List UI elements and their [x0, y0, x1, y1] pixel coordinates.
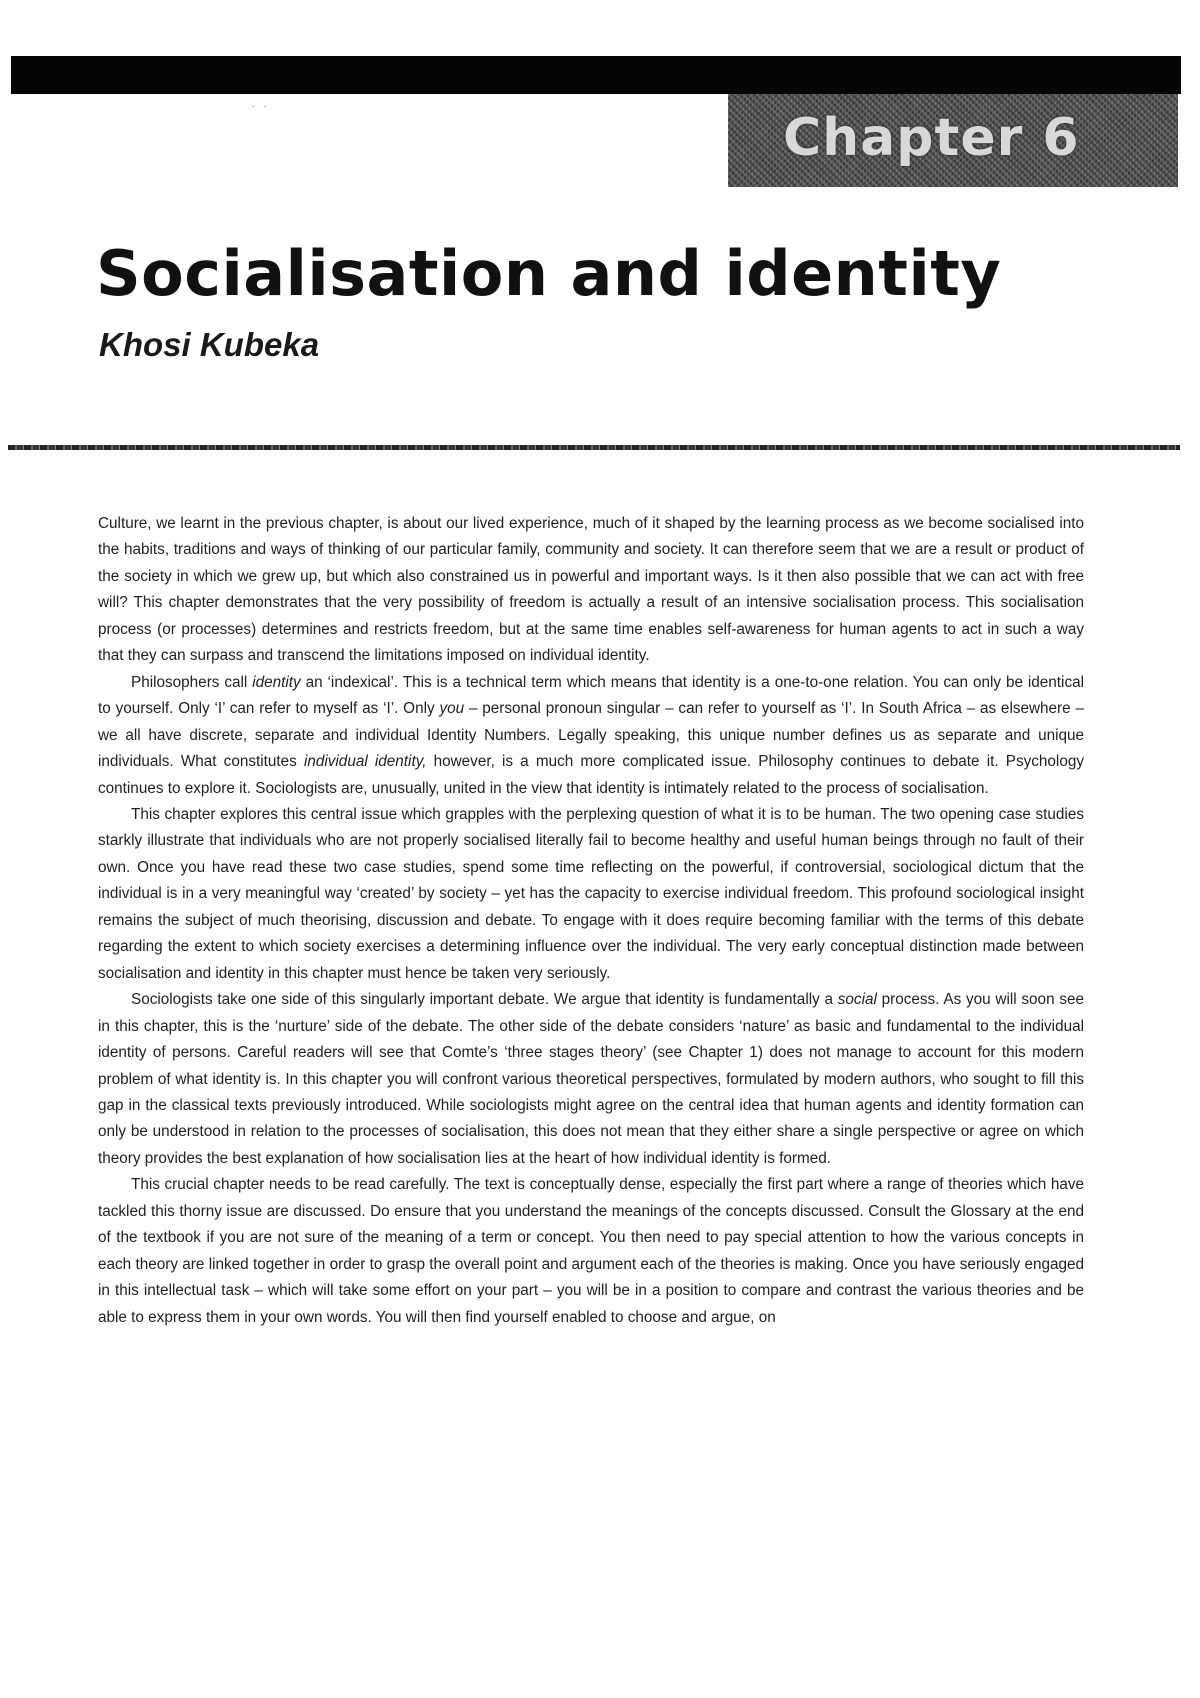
paragraph [98, 802, 1084, 987]
chapter-tab [728, 94, 1178, 187]
paragraph [98, 987, 1084, 1172]
chapter-title: Socialisation and identity [96, 237, 1002, 310]
paragraph [98, 1172, 1084, 1331]
header-bar [11, 56, 1181, 94]
paragraph [98, 511, 1084, 670]
emphasis: individual identity, [303, 753, 427, 771]
paragraph-text: Culture, we learnt in the previous chapter, is about our lived experience, much of it shaped by the learning process as we become socialised into the habits, traditions and ways of thinking of our particular family, community and society. It can therefore seem that we are a result or product of the society in which we grew up, but which also constrained us in powerful and important ways. Is it then also possible that we can act with free will? This chapter demonstrates that the very possibility of freedom is actually a result of an intensive socialisation process. This socialisation process (or processes) determines and restricts freedom, but at the same time enables self-awareness for human agents to act in such a way that they can surpass and transcend the limitations imposed on individual identity. [98, 515, 1084, 665]
paragraph-text: This chapter explores this central issue which grapples with the perplexing question of what it is to be human. The two opening case studies starkly illustrate that individuals who are not properly socialised literally fail to become healthy and useful human beings through no fault of their own. Once you have read these two case studies, spend some time reflecting on the powerful, if controversial, sociological dictum that the individual is in a very meaningful way ‘created’ by society – yet has the capacity to exercise individual freedom. This profound sociological insight remains the subject of much theorising, discussion and debate. To engage with it does require becoming familiar with the terms of this debate regarding the extent to which society exercises a determining influence over the individual. The very early conceptual distinction made between socialisation and identity in this chapter must hence be taken very seriously. [98, 805, 1084, 982]
author-name: Khosi Kubeka [99, 326, 320, 363]
paragraph-text: This crucial chapter needs to be read carefully. The text is conceptually dense, especially the first part where a range of theories which have tackled this thorny issue are discussed. Do ensure that you understand the meanings of the concepts discussed. Consult the Glossary at the end of the textbook if you are not sure of the meaning of a term or concept. You then need to pay special attention to how the various concepts in each theory are linked together in order to grasp the overall point and argument each of the theories is making. Once you have seriously engaged in this intellectual task – which will take some effort on your part – you will be in a position to compare and contrast the various theories and be able to express them in your own words. You will then find yourself enabled to choose and argue, on [98, 1176, 1084, 1326]
paragraph-text: process. As you will soon see in this chapter, this is the ‘nurture’ side of the debate. The other side of the debate considers ‘nature’ as basic and fundamental to the individual identity of persons. Careful readers will see that Comte’s ‘three stages theory’ (see Chapter 1) does not manage to account for this modern problem of what identity is. In this chapter you will confront various theoretical perspectives, formulated by modern authors, who sought to fill this gap in the classical texts previously introduced. While sociologists might agree on the central idea that human agents and identity formation can only be understood in relation to the processes of socialisation, this does not mean that they either share a single perspective or agree on which theory provides the best explanation of how socialisation lies at the heart of how individual identity is formed. [98, 991, 1084, 1167]
paragraph-text: Sociologists take one side of this singularly important debate. We argue that identity is fundamentally a [131, 991, 838, 1009]
decorative-dots: . . [252, 99, 270, 110]
emphasis: identity [252, 673, 301, 691]
body-text [98, 511, 1084, 1331]
divider-rule [8, 445, 1180, 450]
paragraph [98, 670, 1084, 802]
chapter-label: Chapter 6 [783, 108, 1080, 168]
paragraph-text: an ‘indexical’. This is a technical term which means that identity is a one-to-one relation. You can only be identical to yourself. Only ‘I’ can refer to myself as ‘I’. Only [98, 673, 1084, 718]
paragraph-text: however, is a much more complicated issue. Philosophy continues to debate it. Psychology continues to explore it. Sociologists are, unusually, united in the view that identity is intimately related to the process of socialisation. [98, 753, 1084, 797]
emphasis: you [439, 700, 465, 718]
paragraph-text: – personal pronoun singular – can refer to yourself as ‘I’. In South Africa – as elsewhere – we all have discrete, separate and individual Identity Numbers. Legally speaking, this unique number defines us as separate and unique individuals. What constitutes [98, 700, 1084, 771]
paragraph-text: Philosophers call [131, 673, 253, 691]
emphasis: social [837, 991, 877, 1009]
